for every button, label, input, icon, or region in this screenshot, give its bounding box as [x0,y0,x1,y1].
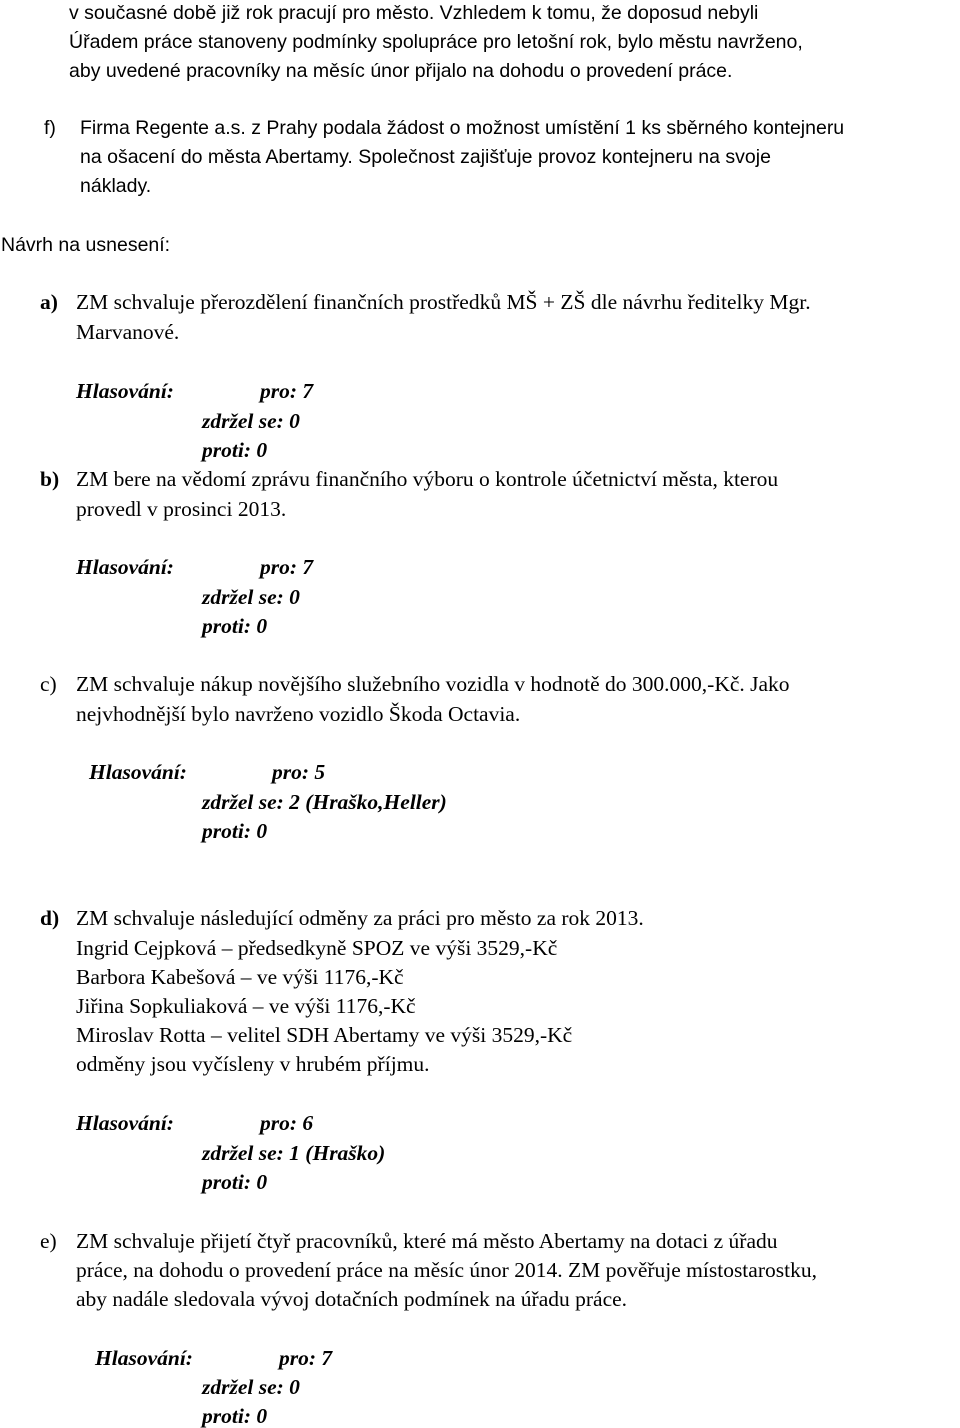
resolution-a-line-2: Marvanové. [76,320,180,344]
resolution-e-line-3: aby nadále sledovala vývoj dotačních podmínek na úřadu práce. [76,1287,628,1311]
vote-d-zdrzel: zdržel se: 1 (Hraško) [202,1141,386,1165]
reward-item: Barbora Kabešová – ve výši 1176,-Kč [76,965,404,989]
item-f-line-1: Firma Regente a.s. z Prahy podala žádost o možnost umístění 1 ks sběrného kontejneru [80,117,845,139]
vote-b-label: Hlasování: [76,555,174,579]
item-f-marker: f) [44,117,56,139]
vote-e-label: Hlasování: [95,1346,193,1370]
reward-note: odměny jsou vyčísleny v hrubém příjmu. [76,1052,430,1076]
vote-c-label: Hlasování: [89,760,187,784]
vote-c-zdrzel: zdržel se: 2 (Hraško,Heller) [202,790,447,814]
intro-line-1: v současné době již rok pracují pro město. Vzhledem k tomu, že doposud nebyli [69,2,759,24]
resolution-c-line-2: nejvhodnější bylo navrženo vozidlo Škoda Octavia. [76,702,521,726]
vote-a-zdrzel: zdržel se: 0 [202,409,300,433]
resolution-b-marker: b) [40,467,60,491]
vote-c-proti: proti: 0 [202,819,268,843]
resolution-d-line-1: ZM schvaluje následující odměny za práci pro město za rok 2013. [76,906,644,930]
resolution-heading: Návrh na usnesení: [1,234,171,256]
item-f-line-3: náklady. [80,175,152,197]
vote-b-zdrzel: zdržel se: 0 [202,585,300,609]
intro-line-2: Úřadem práce stanoveny podmínky spolupráce pro letošní rok, bylo městu navrženo, [69,31,803,53]
vote-a-proti: proti: 0 [202,438,268,462]
resolution-d-marker: d) [40,906,60,930]
vote-d-pro: pro: 6 [260,1111,314,1135]
resolution-e-line-1: ZM schvaluje přijetí čtyř pracovníků, které má město Abertamy na dotaci z úřadu [76,1229,778,1253]
reward-item: Jiřina Sopkuliaková – ve výši 1176,-Kč [76,994,416,1018]
reward-item: Miroslav Rotta – velitel SDH Abertamy ve výši 3529,-Kč [76,1023,573,1047]
resolution-e-marker: e) [40,1229,57,1253]
vote-e-zdrzel: zdržel se: 0 [202,1375,300,1399]
vote-b-proti: proti: 0 [202,614,268,638]
resolution-e-line-2: práce, na dohodu o provedení práce na měsíc únor 2014. ZM pověřuje místostarostku, [76,1258,817,1282]
vote-a-label: Hlasování: [76,379,174,403]
vote-c-pro: pro: 5 [272,760,326,784]
resolution-c-marker: c) [40,672,57,696]
vote-a-pro: pro: 7 [260,379,314,403]
resolution-a-marker: a) [40,290,58,314]
vote-b-pro: pro: 7 [260,555,314,579]
reward-item: Ingrid Cejpková – předsedkyně SPOZ ve výši 3529,-Kč [76,936,558,960]
resolution-b-line-1: ZM bere na vědomí zprávu finančního výboru o kontrole účetnictví města, kterou [76,467,779,491]
intro-line-3: aby uvedené pracovníky na měsíc únor přijalo na dohodu o provedení práce. [69,60,733,82]
vote-d-proti: proti: 0 [202,1170,268,1194]
vote-e-proti: proti: 0 [202,1404,268,1428]
vote-d-label: Hlasování: [76,1111,174,1135]
resolution-c-line-1: ZM schvaluje nákup novějšího služebního vozidla v hodnotě do 300.000,-Kč. Jako [76,672,790,696]
vote-e-pro: pro: 7 [279,1346,333,1370]
item-f-line-2: na ošacení do města Abertamy. Společnost zajišťuje provoz kontejneru na svoje [80,146,771,168]
resolution-a-line-1: ZM schvaluje přerozdělení finančních prostředků MŠ + ZŠ dle návrhu ředitelky Mgr. [76,290,811,314]
resolution-b-line-2: provedl v prosinci 2013. [76,497,287,521]
